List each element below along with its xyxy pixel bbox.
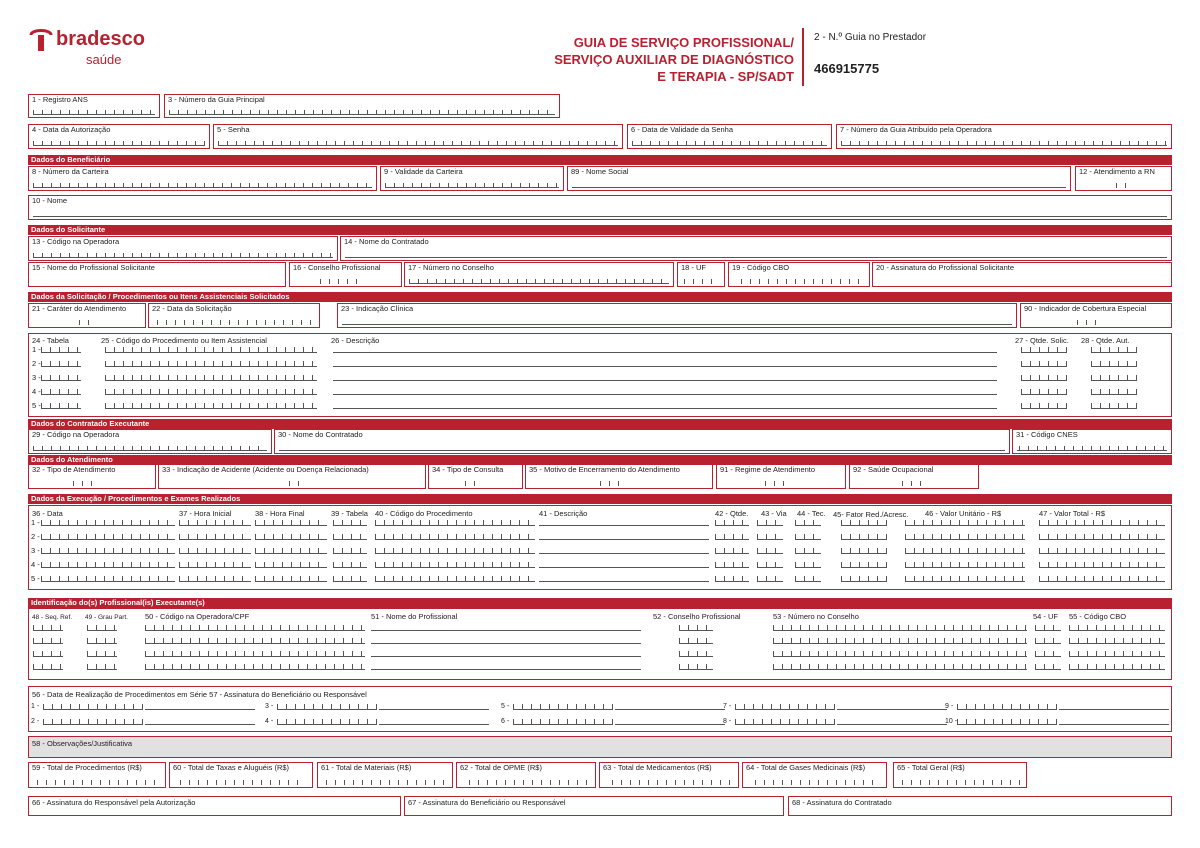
- field-total-procedimentos[interactable]: 59 - Total de Procedimentos (R$): [28, 762, 166, 788]
- professionals-table[interactable]: 48 - Seq. Ref. 49 - Grau Part. 50 - Código na Operadora/CPF 51 - Nome do Profissional 52 - Conselho Profissional 53 - Número no Conselho 54 - UF 55 - Código CBO: [28, 608, 1172, 680]
- prof-conselho-cell[interactable]: [679, 651, 713, 657]
- prof-numero-conselho-cell[interactable]: [773, 638, 1027, 644]
- req-tabela-cell[interactable]: [41, 403, 81, 409]
- serie-date-cell[interactable]: [277, 704, 377, 710]
- req-qtde-aut-cell[interactable]: [1091, 361, 1137, 367]
- exec-via-cell[interactable]: [757, 548, 783, 554]
- req-codigo-cell[interactable]: [105, 403, 317, 409]
- exec-hora-inicial-cell[interactable]: [179, 520, 251, 526]
- exec-data-cell[interactable]: [41, 534, 175, 540]
- prof-codigo-cell[interactable]: [145, 625, 365, 631]
- prof-uf-cell[interactable]: [1035, 638, 1061, 644]
- field-indicacao-clinica[interactable]: 23 - Indicação Clínica: [337, 303, 1017, 328]
- exec-codigo-cell[interactable]: [375, 548, 535, 554]
- exec-hora-inicial-cell[interactable]: [179, 548, 251, 554]
- procedures-performed-table[interactable]: 36 - Data 37 - Hora Inicial 38 - Hora Final 39 - Tabela 40 - Código do Procedimento 41 - Descrição 42 - Qtde. 43 - Via 44 - Tec. 45- Fator Red./Acresc. 46 - Valor Unitário - R$ 47 - Valor Total - R$ 1 - 2 - 3 - 4 - 5 -: [28, 505, 1172, 590]
- section-atendimento: Dados do Atendimento: [28, 455, 1172, 465]
- field-assinatura-beneficiario[interactable]: 67 - Assinatura do Beneficiário ou Responsável: [404, 796, 784, 816]
- field-codigo-operadora-sol[interactable]: 13 - Código na Operadora: [28, 236, 338, 261]
- row-number: 5 -: [32, 401, 41, 410]
- exec-fator-cell[interactable]: [841, 576, 887, 582]
- exec-codigo-cell[interactable]: [375, 520, 535, 526]
- exec-via-cell[interactable]: [757, 520, 783, 526]
- field-saude-ocupacional[interactable]: 92 - Saúde Ocupacional: [849, 464, 979, 489]
- row-number: 1 -: [32, 345, 41, 354]
- req-qtde-solic-cell[interactable]: [1021, 361, 1067, 367]
- serie-number: 2 -: [31, 718, 40, 725]
- field-assinatura-solicitante[interactable]: 20 - Assinatura do Profissional Solicitante: [872, 262, 1172, 287]
- field-nome-contratado-exec[interactable]: 30 - Nome do Contratado: [274, 429, 1010, 454]
- field-tipo-atendimento[interactable]: 32 - Tipo de Atendimento: [28, 464, 156, 489]
- prof-cbo-cell[interactable]: [1069, 638, 1165, 644]
- title-line-2: SERVIÇO AUXILIAR DE DIAGNÓSTICO: [554, 52, 794, 67]
- prof-conselho-cell[interactable]: [679, 638, 713, 644]
- serie-signature-cell[interactable]: [379, 724, 489, 725]
- exec-codigo-cell[interactable]: [375, 562, 535, 568]
- exec-valor-total-cell[interactable]: [1039, 548, 1165, 554]
- serie-number: 10 -: [945, 718, 958, 725]
- field-numero-carteira[interactable]: 8 - Número da Carteira: [28, 166, 377, 191]
- serie-date-cell[interactable]: [957, 704, 1057, 710]
- exec-via-cell[interactable]: [757, 562, 783, 568]
- section-solicitacao: Dados da Solicitação / Procedimentos ou Itens Assistenciais Solicitados: [28, 292, 1172, 302]
- brand-sub: saúde: [86, 52, 122, 67]
- serie-signature-cell[interactable]: [1059, 724, 1169, 725]
- exec-hora-inicial-cell[interactable]: [179, 534, 251, 540]
- req-codigo-cell[interactable]: [105, 389, 317, 395]
- field-numero-guia-principal[interactable]: 3 - Número da Guia Principal: [164, 94, 560, 118]
- serie-date-cell[interactable]: [957, 719, 1057, 725]
- prof-uf-cell[interactable]: [1035, 625, 1061, 631]
- row-number: 5 -: [31, 574, 40, 583]
- serie-number: 8 -: [723, 718, 732, 725]
- exec-tabela-cell[interactable]: [333, 520, 367, 526]
- exec-tec-cell[interactable]: [795, 548, 821, 554]
- serie-number: 5 -: [501, 703, 510, 710]
- exec-valor-unitario-cell[interactable]: [905, 520, 1025, 526]
- req-qtde-aut-cell[interactable]: [1091, 375, 1137, 381]
- req-qtde-solic-cell[interactable]: [1021, 375, 1067, 381]
- req-tabela-cell[interactable]: [41, 389, 81, 395]
- row-number: 3 -: [31, 546, 40, 555]
- field-data-solicitacao[interactable]: 22 - Data da Solicitação: [148, 303, 320, 328]
- field-nome-profissional-sol[interactable]: 15 - Nome do Profissional Solicitante: [28, 262, 286, 287]
- serie-signature-cell[interactable]: [145, 724, 255, 725]
- prof-seq-cell[interactable]: [33, 664, 63, 670]
- exec-via-cell[interactable]: [757, 534, 783, 540]
- prof-nome-cell[interactable]: [371, 656, 641, 657]
- serie-date-cell[interactable]: [43, 704, 143, 710]
- section-execucao: Dados da Execução / Procedimentos e Exames Realizados: [28, 494, 1172, 504]
- field-carater-atendimento[interactable]: 21 - Caráter do Atendimento: [28, 303, 146, 328]
- prof-grau-cell[interactable]: [87, 625, 117, 631]
- exec-data-cell[interactable]: [41, 548, 175, 554]
- field-validade-senha[interactable]: 6 - Data de Validade da Senha: [627, 124, 832, 149]
- prof-numero-conselho-cell[interactable]: [773, 651, 1027, 657]
- req-tabela-cell[interactable]: [41, 347, 81, 353]
- prof-uf-cell[interactable]: [1035, 651, 1061, 657]
- exec-tabela-cell[interactable]: [333, 562, 367, 568]
- bradesco-logo-icon: [28, 26, 54, 54]
- field-regime-atendimento[interactable]: 91 - Regime de Atendimento: [716, 464, 846, 489]
- field-total-taxas[interactable]: 60 - Total de Taxas e Aluguéis (R$): [169, 762, 313, 788]
- exec-descricao-cell[interactable]: [539, 525, 709, 526]
- req-descricao-cell[interactable]: [333, 408, 997, 409]
- section-executante: Dados do Contratado Executante: [28, 419, 1172, 429]
- exec-hora-final-cell[interactable]: [255, 534, 327, 540]
- exec-valor-total-cell[interactable]: [1039, 562, 1165, 568]
- field-conselho-profissional[interactable]: 16 - Conselho Profissional: [289, 262, 402, 287]
- req-tabela-cell[interactable]: [41, 361, 81, 367]
- exec-tec-cell[interactable]: [795, 534, 821, 540]
- req-codigo-cell[interactable]: [105, 375, 317, 381]
- prof-uf-cell[interactable]: [1035, 664, 1061, 670]
- serie-number: 7 -: [723, 703, 732, 710]
- prof-cbo-cell[interactable]: [1069, 651, 1165, 657]
- row-number: 1 -: [31, 518, 40, 527]
- logo: [28, 24, 168, 72]
- serie-signature-cell[interactable]: [837, 724, 947, 725]
- serie-date-cell[interactable]: [513, 704, 613, 710]
- field-atendimento-rn[interactable]: 12 - Atendimento a RN: [1075, 166, 1172, 191]
- field-registro-ans[interactable]: 1 - Registro ANS: [28, 94, 160, 118]
- prof-seq-cell[interactable]: [33, 625, 63, 631]
- serie-date-cell[interactable]: [735, 704, 835, 710]
- field-codigo-cnes[interactable]: 31 - Código CNES: [1012, 429, 1172, 454]
- exec-data-cell[interactable]: [41, 562, 175, 568]
- row-number: 4 -: [32, 387, 41, 396]
- prof-numero-conselho-cell[interactable]: [773, 625, 1027, 631]
- section-beneficiario: Dados do Beneficiário: [28, 155, 1172, 165]
- brand-name: bradesco: [56, 28, 145, 50]
- exec-fator-cell[interactable]: [841, 562, 887, 568]
- field-total-materiais[interactable]: 61 - Total de Materiais (R$): [317, 762, 453, 788]
- prof-grau-cell[interactable]: [87, 664, 117, 670]
- serie-date-cell[interactable]: [277, 719, 377, 725]
- serie-date-cell[interactable]: [43, 719, 143, 725]
- req-codigo-cell[interactable]: [105, 361, 317, 367]
- prof-codigo-cell[interactable]: [145, 651, 365, 657]
- prof-seq-cell[interactable]: [33, 651, 63, 657]
- exec-fator-cell[interactable]: [841, 520, 887, 526]
- form-title: [470, 34, 794, 90]
- field-motivo-encerramento[interactable]: 35 - Motivo de Encerramento do Atendimento: [525, 464, 713, 489]
- req-qtde-aut-cell[interactable]: [1091, 403, 1137, 409]
- serie-signature-cell[interactable]: [379, 709, 489, 710]
- exec-descricao-cell[interactable]: [539, 581, 709, 582]
- field-validade-carteira[interactable]: 9 - Validade da Carteira: [380, 166, 564, 191]
- title-line-1: GUIA DE SERVIÇO PROFISSIONAL/: [573, 35, 794, 50]
- prof-grau-cell[interactable]: [87, 638, 117, 644]
- exec-descricao-cell[interactable]: [539, 567, 709, 568]
- field-total-gases[interactable]: 64 - Total de Gases Medicinais (R$): [742, 762, 887, 788]
- field-codigo-cbo[interactable]: 19 - Código CBO: [728, 262, 870, 287]
- exec-via-cell[interactable]: [757, 576, 783, 582]
- field-observacoes[interactable]: 58 - Observações/Justificativa: [28, 736, 1172, 758]
- exec-hora-final-cell[interactable]: [255, 548, 327, 554]
- exec-hora-inicial-cell[interactable]: [179, 562, 251, 568]
- serie-date-cell[interactable]: [513, 719, 613, 725]
- exec-codigo-cell[interactable]: [375, 534, 535, 540]
- guide-number: 466915775: [814, 61, 880, 76]
- field-uf[interactable]: 18 - UF: [677, 262, 725, 287]
- req-qtde-solic-cell[interactable]: [1021, 389, 1067, 395]
- header-divider: [802, 28, 804, 86]
- row-number: 2 -: [31, 532, 40, 541]
- exec-qtde-cell[interactable]: [715, 520, 749, 526]
- exec-qtde-cell[interactable]: [715, 534, 749, 540]
- exec-tabela-cell[interactable]: [333, 576, 367, 582]
- section-profissionais: Identificação do(s) Profissional(is) Executante(s): [28, 598, 1172, 608]
- prof-cbo-cell[interactable]: [1069, 664, 1165, 670]
- row-number: 4 -: [31, 560, 40, 569]
- section-solicitante: Dados do Solicitante: [28, 225, 1172, 235]
- prof-nome-cell[interactable]: [371, 643, 641, 644]
- field-procedimentos-serie[interactable]: 56 - Data de Realização de Procedimentos em Série 57 - Assinatura do Beneficiário ou Responsável 1 - 3 - 5 - 7 - 9 - 2 - 4 - 6 - 8 - 10 -: [28, 686, 1172, 732]
- serie-signature-cell[interactable]: [1059, 709, 1169, 710]
- serie-date-cell[interactable]: [735, 719, 835, 725]
- exec-tec-cell[interactable]: [795, 520, 821, 526]
- field-numero-guia-operadora[interactable]: 7 - Número da Guia Atribuído pela Operadora: [836, 124, 1172, 149]
- field-nome-contratado-sol[interactable]: 14 - Nome do Contratado: [340, 236, 1172, 261]
- prof-numero-conselho-cell[interactable]: [773, 664, 1027, 670]
- field-codigo-operadora-exec[interactable]: 29 - Código na Operadora: [28, 429, 272, 454]
- title-line-3: E TERAPIA - SP/SADT: [657, 69, 794, 84]
- req-tabela-cell[interactable]: [41, 375, 81, 381]
- req-descricao-cell[interactable]: [333, 366, 997, 367]
- prof-nome-cell[interactable]: [371, 630, 641, 631]
- field-senha[interactable]: 5 - Senha: [213, 124, 623, 149]
- serie-signature-cell[interactable]: [145, 709, 255, 710]
- guide-label: 2 - N.º Guia no Prestador: [814, 32, 927, 43]
- exec-valor-unitario-cell[interactable]: [905, 562, 1025, 568]
- prof-nome-cell[interactable]: [371, 669, 641, 670]
- exec-qtde-cell[interactable]: [715, 576, 749, 582]
- exec-hora-final-cell[interactable]: [255, 520, 327, 526]
- row-number: 2 -: [32, 359, 41, 368]
- prof-conselho-cell[interactable]: [679, 664, 713, 670]
- prof-grau-cell[interactable]: [87, 651, 117, 657]
- field-total-medicamentos[interactable]: 63 - Total de Medicamentos (R$): [599, 762, 739, 788]
- exec-tec-cell[interactable]: [795, 562, 821, 568]
- serie-number: 6 -: [501, 718, 510, 725]
- field-nome[interactable]: 10 - Nome: [28, 195, 1172, 220]
- req-descricao-cell[interactable]: [333, 352, 997, 353]
- procedures-requested-table[interactable]: 24 - Tabela 25 - Código do Procedimento ou Item Assistencial 26 - Descrição 27 - Qtde. Solic. 28 - Qtde. Aut. 1 - 2 - 3 - 4 - 5 -: [28, 333, 1172, 417]
- req-qtde-solic-cell[interactable]: [1021, 347, 1067, 353]
- exec-tabela-cell[interactable]: [333, 548, 367, 554]
- exec-valor-total-cell[interactable]: [1039, 520, 1165, 526]
- exec-hora-final-cell[interactable]: [255, 576, 327, 582]
- req-codigo-cell[interactable]: [105, 347, 317, 353]
- req-descricao-cell[interactable]: [333, 380, 997, 381]
- exec-descricao-cell[interactable]: [539, 553, 709, 554]
- prof-conselho-cell[interactable]: [679, 625, 713, 631]
- exec-tec-cell[interactable]: [795, 576, 821, 582]
- exec-qtde-cell[interactable]: [715, 548, 749, 554]
- serie-number: 1 -: [31, 703, 40, 710]
- exec-codigo-cell[interactable]: [375, 576, 535, 582]
- req-qtde-aut-cell[interactable]: [1091, 347, 1137, 353]
- exec-valor-total-cell[interactable]: [1039, 534, 1165, 540]
- exec-qtde-cell[interactable]: [715, 562, 749, 568]
- req-qtde-solic-cell[interactable]: [1021, 403, 1067, 409]
- field-cobertura-especial[interactable]: 90 - Indicador de Cobertura Especial: [1020, 303, 1172, 328]
- exec-hora-inicial-cell[interactable]: [179, 576, 251, 582]
- exec-hora-final-cell[interactable]: [255, 562, 327, 568]
- prof-codigo-cell[interactable]: [145, 664, 365, 670]
- row-number: 3 -: [32, 373, 41, 382]
- exec-valor-unitario-cell[interactable]: [905, 576, 1025, 582]
- serie-signature-cell[interactable]: [615, 724, 725, 725]
- serie-number: 9 -: [945, 703, 954, 710]
- exec-descricao-cell[interactable]: [539, 539, 709, 540]
- field-tipo-consulta[interactable]: 34 - Tipo de Consulta: [428, 464, 523, 489]
- prof-codigo-cell[interactable]: [145, 638, 365, 644]
- exec-data-cell[interactable]: [41, 520, 175, 526]
- prof-cbo-cell[interactable]: [1069, 625, 1165, 631]
- req-descricao-cell[interactable]: [333, 394, 997, 395]
- exec-valor-total-cell[interactable]: [1039, 576, 1165, 582]
- serie-number: 3 -: [265, 703, 274, 710]
- req-qtde-aut-cell[interactable]: [1091, 389, 1137, 395]
- exec-valor-unitario-cell[interactable]: [905, 548, 1025, 554]
- field-total-opme[interactable]: 62 - Total de OPME (R$): [456, 762, 596, 788]
- field-total-geral[interactable]: 65 - Total Geral (R$): [893, 762, 1027, 788]
- serie-signature-cell[interactable]: [837, 709, 947, 710]
- serie-signature-cell[interactable]: [615, 709, 725, 710]
- field-assinatura-contratado[interactable]: 68 - Assinatura do Contratado: [788, 796, 1172, 816]
- exec-valor-unitario-cell[interactable]: [905, 534, 1025, 540]
- field-assinatura-autorizacao[interactable]: 66 - Assinatura do Responsável pela Autorização: [28, 796, 401, 816]
- exec-tabela-cell[interactable]: [333, 534, 367, 540]
- exec-fator-cell[interactable]: [841, 534, 887, 540]
- exec-data-cell[interactable]: [41, 576, 175, 582]
- field-indicacao-acidente[interactable]: 33 - Indicação de Acidente (Acidente ou Doença Relacionada): [158, 464, 426, 489]
- field-data-autorizacao[interactable]: 4 - Data da Autorização: [28, 124, 210, 149]
- field-numero-conselho[interactable]: 17 - Número no Conselho: [404, 262, 674, 287]
- field-nome-social[interactable]: 89 - Nome Social: [567, 166, 1071, 191]
- prof-seq-cell[interactable]: [33, 638, 63, 644]
- exec-fator-cell[interactable]: [841, 548, 887, 554]
- serie-number: 4 -: [265, 718, 274, 725]
